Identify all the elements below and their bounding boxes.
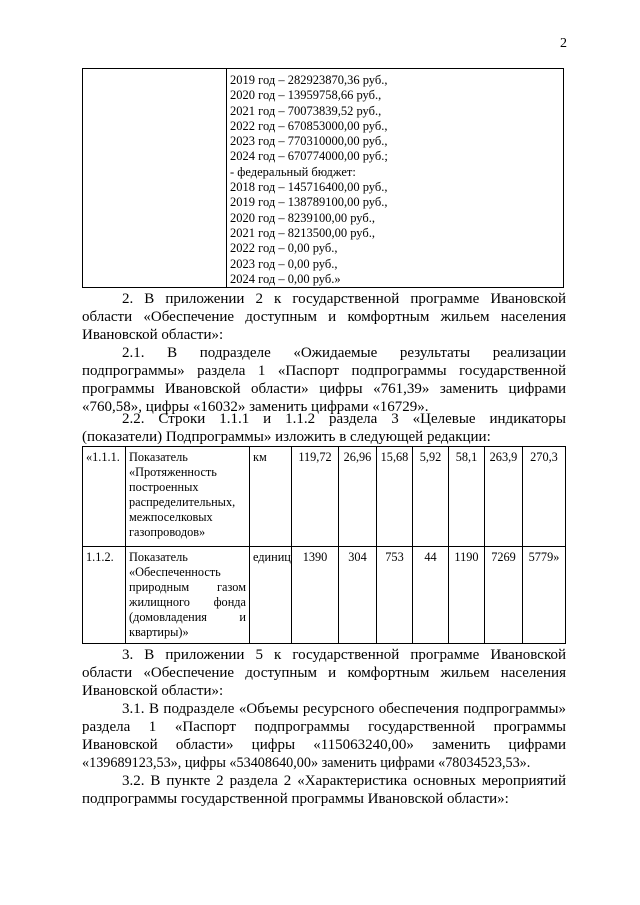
- indicator-value: 119,72: [292, 447, 339, 547]
- para3-line1: 3. В приложении 5 к государственной программе Ивановской: [122, 647, 566, 663]
- budget-line: 2024 год – 0,00 руб.»: [230, 271, 341, 286]
- indicator-name: Показатель «Обеспеченность природным газом жилищного фонда (домовладения и квартиры)»: [126, 547, 250, 644]
- para21-line2: подпрограммы» раздела 1 «Паспорт подпрограммы государственной: [82, 363, 566, 379]
- para2-line1: 2. В приложении 2 к государственной программе Ивановской: [122, 291, 566, 307]
- para3-line3: Ивановской области»:: [82, 683, 224, 699]
- para22-line1: 2.2. Строки 1.1.1 и 1.1.2 раздела 3 «Целевые индикаторы: [122, 411, 566, 427]
- indicator-value: 270,3: [523, 447, 566, 547]
- indicator-value: 15,68: [377, 447, 413, 547]
- budget-line: 2019 год – 138789100,00 руб.,: [230, 195, 388, 210]
- budget-line: 2020 год – 13959758,66 руб.,: [230, 88, 382, 103]
- indicators-table: [82, 446, 566, 644]
- budget-line: 2018 год – 145716400,00 руб.,: [230, 180, 388, 195]
- para32-line1: 3.2. В пункте 2 раздела 2 «Характеристика основных мероприятий: [122, 773, 566, 789]
- para31-line1: 3.1. В подразделе «Объемы ресурсного обеспечения подпрограммы»: [122, 701, 566, 717]
- budget-line: 2023 год – 0,00 руб.,: [230, 256, 338, 271]
- row-number: 1.1.2.: [83, 547, 126, 644]
- indicator-name: Показатель «Протяженность построенных распределительных, межпоселковых газопроводов»: [126, 447, 250, 547]
- budget-line: - федеральный бюджет:: [230, 164, 356, 179]
- para32-line2: подпрограммы государственной программы Ивановской области»:: [82, 791, 509, 807]
- budget-line: 2021 год – 70073839,52 руб.,: [230, 103, 382, 118]
- para21-line4: «760,58», цифры «16032» заменить цифрами «16729».: [82, 399, 429, 415]
- para3-line2: области «Обеспечение доступным и комфортным жильем населения: [82, 665, 566, 681]
- budget-table: [82, 68, 564, 288]
- row-number: «1.1.1.: [83, 447, 126, 547]
- indicator-unit: км: [250, 447, 292, 547]
- budget-line: 2022 год – 670853000,00 руб.,: [230, 118, 388, 133]
- para31-line2: раздела 1 «Паспорт подпрограммы государственной программы: [82, 719, 566, 735]
- indicator-value: 1390: [292, 547, 339, 644]
- indicator-value: 304: [339, 547, 377, 644]
- budget-line: 2023 год – 770310000,00 руб.,: [230, 134, 388, 149]
- budget-line: 2020 год – 8239100,00 руб.,: [230, 210, 375, 225]
- table-row: [83, 547, 566, 644]
- indicator-value: 58,1: [449, 447, 485, 547]
- indicator-unit: единиц: [250, 547, 292, 644]
- indicator-value: 7269: [485, 547, 523, 644]
- table-column-divider: [226, 69, 227, 287]
- indicator-value: 753: [377, 547, 413, 644]
- indicator-value: 5779»: [523, 547, 566, 644]
- para2-line2: области «Обеспечение доступным и комфортным жильем населения: [82, 309, 566, 325]
- budget-line: 2019 год – 282923870,36 руб.,: [230, 73, 388, 87]
- budget-line: 2024 год – 670774000,00 руб.;: [230, 149, 388, 164]
- para22-line2: (показатели) Подпрограммы» изложить в следующей редакции:: [82, 429, 491, 445]
- budget-line: 2022 год – 0,00 руб.,: [230, 241, 338, 256]
- indicator-value: 5,92: [413, 447, 449, 547]
- indicator-value: 263,9: [485, 447, 523, 547]
- indicator-value: 26,96: [339, 447, 377, 547]
- para2-line3: Ивановской области»:: [82, 327, 224, 343]
- para21-line3: программы Ивановской области» цифры «761,39» заменить цифрами: [82, 381, 566, 397]
- para21-line1: 2.1. В подразделе «Ожидаемые результаты реализации: [122, 345, 566, 361]
- table-row: [83, 447, 566, 547]
- budget-lines: [230, 73, 388, 287]
- indicator-value: 1190: [449, 547, 485, 644]
- para31-line4: «139689123,53», цифры «53408640,00» заменить цифрами «78034523,53».: [82, 755, 531, 771]
- budget-line: 2021 год – 8213500,00 руб.,: [230, 225, 375, 240]
- page-number: 2: [560, 36, 567, 51]
- indicator-value: 44: [413, 547, 449, 644]
- para31-line3: Ивановской области» цифры «115063240,00» заменить цифрами: [82, 737, 566, 753]
